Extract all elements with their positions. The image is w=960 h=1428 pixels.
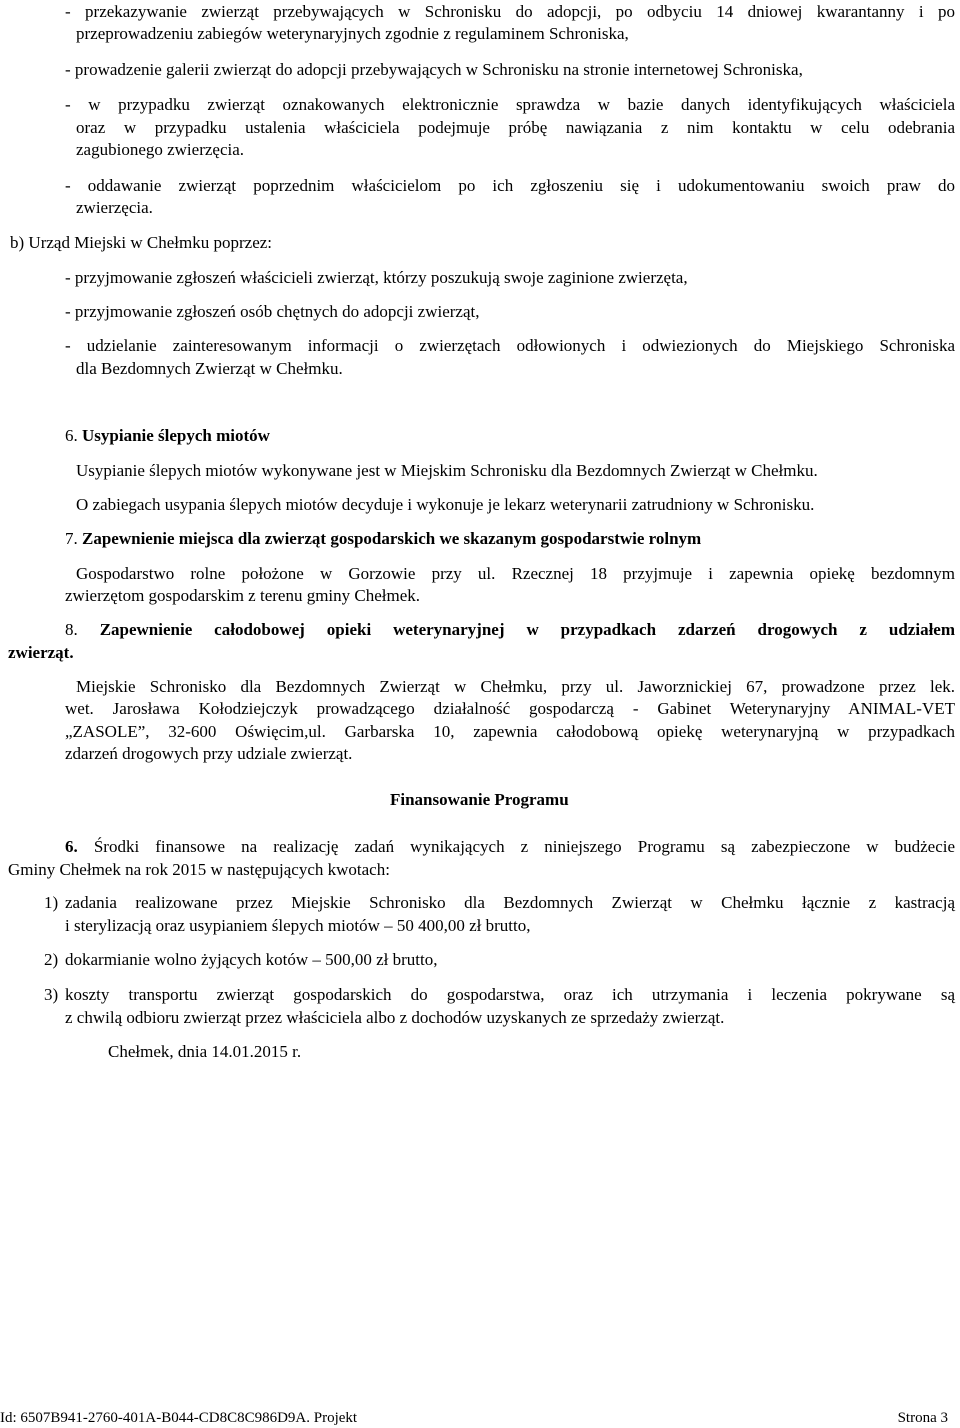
document-date: Chełmek, dnia 14.01.2015 r. xyxy=(108,1042,302,1061)
section-8-paragraph-l1: Miejskie Schronisko dla Bezdomnych Zwierząt w Chełmku, przy ul. Jaworznickiej 67, prowadzone przez lek. xyxy=(76,677,955,696)
finance-item-1-l2: i sterylizacją oraz usypianiem ślepych miotów – 50 400,00 zł brutto, xyxy=(65,916,531,935)
section-6-number: 6. xyxy=(65,426,78,445)
section-6-heading xyxy=(65,426,270,446)
section-b-item-lost: - przyjmowanie zgłoszeń właścicieli zwierząt, którzy poszukują swoje zaginione zwierzęta, xyxy=(65,268,688,287)
section-6-paragraph-1: Usypianie ślepych miotów wykonywane jest w Miejskim Schronisku dla Bezdomnych Zwierząt w Chełmku. xyxy=(76,461,818,480)
finance-item-3-l1: koszty transportu zwierząt gospodarskich do gospodarstwa, oraz ich utrzymania i leczenia pokrywane są xyxy=(65,985,955,1004)
section-7-title: Zapewnienie miejsca dla zwierząt gospodarskich we skazanym gospodarstwie rolnym xyxy=(82,529,702,548)
finance-item-2: dokarmianie wolno żyjących kotów – 500,00 zł brutto, xyxy=(65,950,438,969)
section-b-heading: b) Urząd Miejski w Chełmku poprzez: xyxy=(10,233,273,252)
finance-item-1-number: 1) xyxy=(44,893,59,912)
section-6-paragraph-2: O zabiegach usypania ślepych miotów decyduje i wykonuje je lekarz weterynarii zatrudniony w Schronisku. xyxy=(76,495,815,514)
section-8-paragraph-l2: wet. Jarosława Kołodziejczyk prowadzącego działalność gospodarczą - Gabinet Weterynaryjny ANIMAL-VET xyxy=(65,699,955,718)
section-b-item-info-l2: dla Bezdomnych Zwierząt w Chełmku. xyxy=(76,359,343,378)
footer-page-number: Strona 3 xyxy=(897,1410,948,1426)
list-item-gallery: - prowadzenie galerii zwierząt do adopcji przebywających w Schronisku na stronie internetowej Schroniska, xyxy=(65,60,803,79)
section-7-heading xyxy=(65,529,701,549)
section-7-paragraph-l2: zwierzętom gospodarskim z terenu gminy Chełmek. xyxy=(65,586,421,605)
list-item-return-l1: - oddawanie zwierząt poprzednim właścicielom po ich zgłoszeniu się i udokumentowaniu swoich praw do xyxy=(65,176,955,195)
section-8-title-l2: zwierząt. xyxy=(8,643,74,662)
section-8-heading-l1 xyxy=(65,620,955,640)
section-8-paragraph-l4: zdarzeń drogowych przy udziale zwierząt. xyxy=(65,744,353,763)
list-item-adoption-l2: przeprowadzeniu zabiegów weterynaryjnych zgodnie z regulaminem Schroniska, xyxy=(76,24,629,43)
section-7-paragraph-l1: Gospodarstwo rolne położone w Gorzowie przy ul. Rzecznej 18 przyjmuje i zapewnia opiekę bezdomnym xyxy=(76,564,955,583)
finance-item-2-number: 2) xyxy=(44,950,59,969)
section-8-paragraph-l3: „ZASOLE”, 32-600 Oświęcim,ul. Garbarska 10, zapewnia całodobową opiekę weterynaryjną w przypadkach xyxy=(65,722,955,741)
section-8-number: 8. xyxy=(65,620,78,639)
finance-paragraph-number: 6. xyxy=(65,837,78,856)
finance-paragraph-text-l1: Środki finansowe na realizację zadań wynikających z niniejszego Programu są zabezpieczone w budżecie xyxy=(93,837,956,856)
finance-paragraph-l1 xyxy=(65,837,955,857)
footer-document-id: Id: 6507B941-2760-401A-B044-CD8C8C986D9A. Projekt xyxy=(0,1410,358,1426)
finance-paragraph-l2: Gminy Chełmek na rok 2015 w następujących kwotach: xyxy=(8,860,390,879)
list-item-chip-l1: - w przypadku zwierząt oznakowanych elektronicznie sprawdza w bazie danych identyfikujących właściciela xyxy=(65,95,955,114)
list-item-return-l2: zwierzęcia. xyxy=(76,198,153,217)
finance-item-3-l2: z chwilą odbioru zwierząt przez właściciela albo z dochodów uzyskanych ze sprzedaży zwierząt. xyxy=(65,1008,725,1027)
finance-item-3-number: 3) xyxy=(44,985,59,1004)
list-item-chip-l2: oraz w przypadku ustalenia właściciela podejmuje próbę nawiązania z nim kontaktu w celu odebrania xyxy=(76,118,955,137)
section-8-title-l1: Zapewnienie całodobowej opieki weterynaryjnej w przypadkach zdarzeń drogowych z udziałem xyxy=(99,620,956,639)
list-item-adoption-l1: - przekazywanie zwierząt przebywających w Schronisku do adopcji, po odbyciu 14 dniowej kwarantanny i po xyxy=(65,2,955,21)
list-item-chip-l3: zagubionego zwierzęcia. xyxy=(76,140,245,159)
section-b-item-adoption: - przyjmowanie zgłoszeń osób chętnych do adopcji zwierząt, xyxy=(65,302,480,321)
section-6-title: Usypianie ślepych miotów xyxy=(82,426,270,445)
section-7-number: 7. xyxy=(65,529,78,548)
finance-item-1-l1: zadania realizowane przez Miejskie Schronisko dla Bezdomnych Zwierząt w Chełmku łącznie z kastracją xyxy=(65,893,955,912)
finance-heading: Finansowanie Programu xyxy=(390,790,569,809)
section-b-item-info-l1: - udzielanie zainteresowanym informacji o zwierzętach odłowionych i odwiezionych do Miejskiego Schroniska xyxy=(65,336,955,355)
